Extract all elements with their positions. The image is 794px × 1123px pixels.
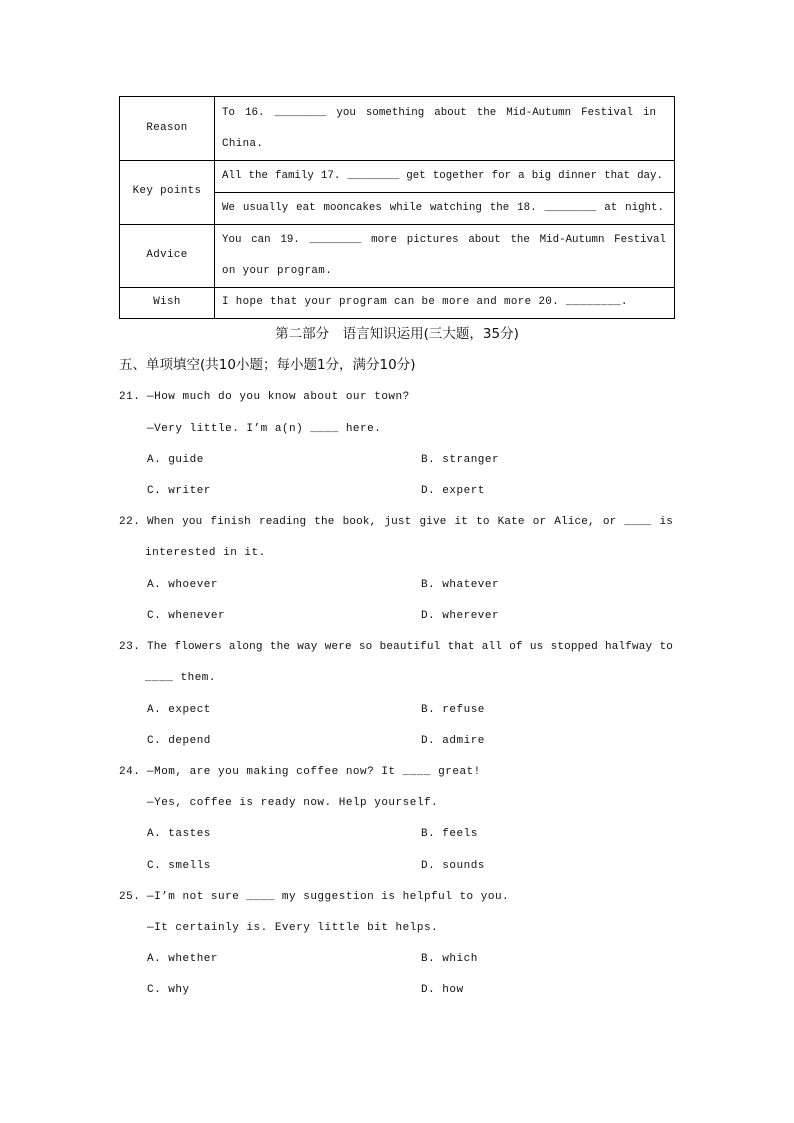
question-number: 24. [119, 766, 141, 778]
question-stem-line: —I’m not sure ____ my suggestion is helpful to you. [147, 891, 510, 903]
option-c: C. depend [147, 735, 211, 747]
table-row-divider [119, 224, 675, 225]
question-stem-line: —Yes, coffee is ready now. Help yourself. [147, 797, 439, 809]
option-b: B. stranger [421, 454, 500, 466]
part-heading: 五、单项填空(共10小题；每小题1分，满分10分) [119, 357, 416, 373]
row-label: Wish [153, 296, 181, 308]
question-stem-line: —Very little. I’m a(n) ____ here. [147, 423, 382, 435]
question-number: 25. [119, 891, 141, 903]
option-b: B. refuse [421, 704, 485, 716]
row-label: Advice [146, 249, 188, 261]
option-c: C. smells [147, 860, 211, 872]
option-d: D. wherever [421, 610, 500, 622]
question-number: 22. [119, 516, 141, 528]
question-stem-line: interested in it. [145, 547, 266, 559]
table-subrow-divider [214, 192, 675, 193]
question-number: 21. [119, 391, 141, 403]
option-c: C. whenever [147, 610, 226, 622]
question-stem-line: The flowers along the way were so beautiful that all of us stopped halfway to [147, 641, 673, 653]
option-b: B. whatever [421, 579, 500, 591]
cell-line: You can 19. ________ more pictures about the Mid-Autumn Festival [222, 234, 666, 246]
table-row-divider [119, 160, 675, 161]
question-number: 23. [119, 641, 141, 653]
option-b: B. which [421, 953, 478, 965]
cell-line: China. [222, 138, 264, 150]
cell-line: All the family 17. ________ get together for a big dinner that day. [222, 170, 663, 182]
cell-line: I hope that your program can be more and more 20. ________. [222, 296, 628, 308]
question-stem-line: —Mom, are you making coffee now? It ____ great! [147, 766, 481, 778]
section-heading: 第二部分 语言知识运用(三大题，35分) [275, 326, 519, 342]
table-column-divider [214, 96, 215, 319]
option-b: B. feels [421, 828, 478, 840]
option-a: A. tastes [147, 828, 211, 840]
question-stem-line: —It certainly is. Every little bit helps. [147, 922, 439, 934]
cell-line: We usually eat mooncakes while watching the 18. ________ at night. [222, 202, 664, 214]
cell-line: To 16. ________ you something about the Mid-Autumn Festival in [222, 107, 656, 119]
option-c: C. why [147, 984, 190, 996]
question-stem-line: ____ them. [145, 672, 217, 684]
row-label: Key points [132, 185, 202, 197]
row-label: Reason [146, 122, 188, 134]
option-a: A. whether [147, 953, 219, 965]
option-c: C. writer [147, 485, 211, 497]
option-d: D. how [421, 984, 464, 996]
table-row-divider [119, 287, 675, 288]
option-a: A. guide [147, 454, 204, 466]
option-d: D. sounds [421, 860, 485, 872]
option-d: D. admire [421, 735, 485, 747]
option-d: D. expert [421, 485, 485, 497]
question-stem-line: —How much do you know about our town? [147, 391, 410, 403]
option-a: A. expect [147, 704, 211, 716]
option-a: A. whoever [147, 579, 219, 591]
cell-line: on your program. [222, 265, 333, 277]
question-stem-line: When you finish reading the book, just give it to Kate or Alice, or ____ is [147, 516, 673, 528]
